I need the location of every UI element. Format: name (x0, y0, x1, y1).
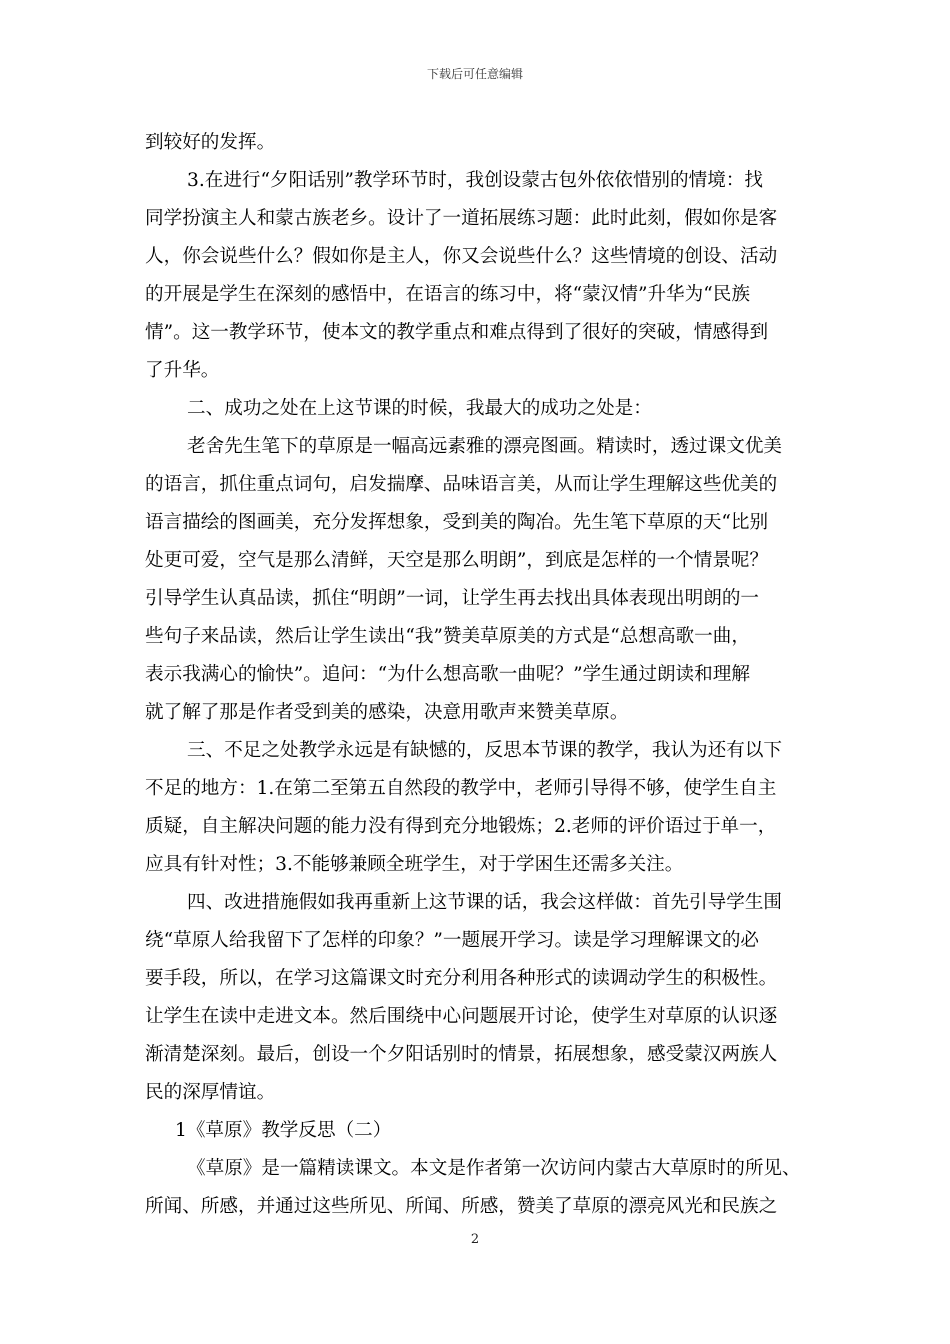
text-line: 所闻、所感，并通过这些所见、所闻、所感，赞美了草原的漂亮风光和民族之 (145, 1196, 778, 1217)
text-line: 《草原》是一篇精读课文。本文是作者第一次访问内蒙古大草原时的所见、 (187, 1158, 801, 1179)
text-line: 情”。这一教学环节，使本文的教学重点和难点得到了很好的突破，情感得到 (145, 322, 769, 343)
text-line: 同学扮演主人和蒙古族老乡。设计了一道拓展练习题：此时此刻，假如你是客 (145, 208, 778, 229)
text-line: 老舍先生笔下的草原是一幅高远素雅的漂亮图画。精读时，透过课文优美 (187, 436, 783, 457)
text-line: 四、改进措施假如我再重新上这节课的话，我会这样做：首先引导学生围 (187, 892, 783, 913)
text-line: 三、不足之处教学永远是有缺憾的，反思本节课的教学，我认为还有以下 (187, 740, 783, 761)
section-heading: 1《草原》教学反思（二） (175, 1120, 392, 1141)
text-line: 的开展是学生在深刻的感悟中，在语言的练习中，将“蒙汉情”升华为“民族 (145, 284, 750, 305)
page-header: 下载后可任意编辑 (426, 67, 523, 81)
text-line: 渐清楚深刻。最后，创设一个夕阳话别时的情景，拓展想象，感受蒙汉两族人 (145, 1044, 778, 1065)
text-line: 到较好的发挥。 (145, 132, 276, 153)
text-line: 绕“草原人给我留下了怎样的印象？”一题展开学习。读是学习理解课文的必 (145, 930, 760, 951)
text-line: 些句子来品读，然后让学生读出“我”赞美草原美的方式是“总想高歌一曲， (145, 626, 750, 647)
text-line: 二、成功之处在上这节课的时候，我最大的成功之处是： (187, 398, 652, 419)
text-line: 语言描绘的图画美，充分发挥想象，受到美的陶冶。先生笔下草原的天“比别 (145, 512, 769, 533)
text-line: 人，你会说些什么？假如你是主人，你又会说些什么？这些情境的创设、活动 (145, 246, 778, 267)
text-line: 引导学生认真品读，抓住“明朗”一词，让学生再去找出具体表现出明朗的一 (145, 588, 760, 609)
page-number: 2 (470, 1232, 480, 1247)
text-line: 不足的地方：1.在第二至第五自然段的教学中，老师引导得不够，使学生自主 (145, 778, 777, 799)
text-line: 就了解了那是作者受到美的感染，决意用歌声来赞美草原。 (145, 702, 629, 723)
text-line: 3.在进行“夕阳话别”教学环节时，我创设蒙古包外依依惜别的情境：找 (187, 170, 763, 191)
text-line: 了升华。 (145, 360, 220, 381)
text-line: 让学生在读中走进文本。然后围绕中心问题展开讨论，使学生对草原的认识逐 (145, 1006, 778, 1027)
text-line: 应具有针对性；3.不能够兼顾全班学生，对于学困生还需多关注。 (145, 854, 684, 875)
text-line: 表示我满心的愉快”。追问：“为什么想高歌一曲呢？”学生通过朗读和理解 (145, 664, 750, 685)
text-line: 质疑，自主解决问题的能力没有得到充分地锻炼；2.老师的评价语过于单一， (145, 816, 777, 837)
document-body (145, 124, 805, 1226)
text-line: 处更可爱，空气是那么清鲜，天空是那么明朗”，到底是怎样的一个情景呢？ (145, 550, 769, 571)
text-line: 要手段，所以，在学习这篇课文时充分利用各种形式的读调动学生的积极性。 (145, 968, 778, 989)
text-line: 民的深厚情谊。 (145, 1082, 276, 1103)
text-line: 的语言，抓住重点词句，启发揣摩、品味语言美，从而让学生理解这些优美的 (145, 474, 778, 495)
